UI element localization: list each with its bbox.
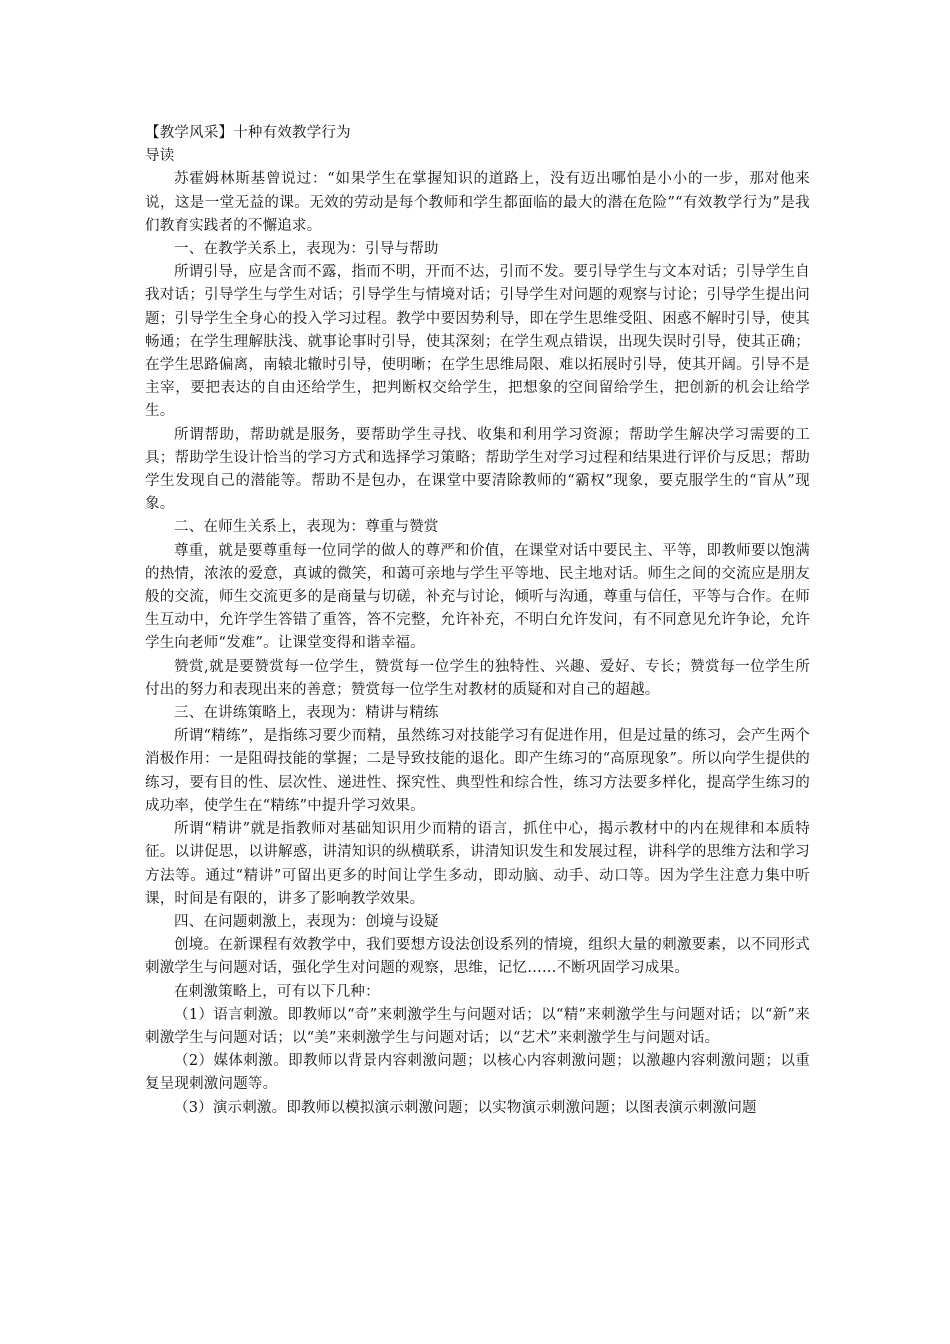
- section-heading-3: 三、在讲练策略上，表现为：精讲与精练: [174, 705, 439, 722]
- section-heading-1: 一、在教学关系上，表现为：引导与帮助: [174, 241, 439, 258]
- paragraph-context: 创境。在新课程有效教学中，我们要想方设法创设系列的情境，组织大量的刺激要素，以不同形式刺激学生与问题对话，强化学生对问题的观察，思维，记忆……不断巩固学习成果。: [145, 937, 810, 977]
- paragraph-practice: 所谓“精练”，是指练习要少而精，虽然练习对技能学习有促进作用，但是过量的练习，会产生两个消极作用：一是阻碍技能的掌握；二是导致技能的退化。即产生练习的“高原现象”。所以向学生提供的练习，要有目的性、层次性、递进性、探究性、典型性和综合性，练习方法要多样化，提高学生练习的成功率，使学生在“精练”中提升学习效果。: [145, 728, 810, 814]
- document-body: [145, 122, 810, 1120]
- section-heading-4: 四、在问题刺激上，表现为：创境与设疑: [174, 913, 439, 930]
- paragraph-guidance: 所谓引导，应是含而不露，指而不明，开而不达，引而不发。要引导学生与文本对话；引导学生自我对话；引导学生与学生对话；引导学生与情境对话；引导学生对问题的观察与讨论；引导学生提出问题；引导学生全身心的投入学习过程。教学中要因势利导，即在学生思维受阻、困惑不解时引导，使其畅通；在学生理解肤浅、就事论事时引导，使其深刻；在学生观点错误，出现失误时引导，使其正确；在学生思路偏离，南辕北辙时引导，使明晰；在学生思维局限、难以拓展时引导，使其开阔。引导不是主宰，要把表达的自由还给学生，把判断权交给学生，把想象的空间留给学生，把创新的机会让给学生。: [145, 264, 810, 420]
- list-item-demonstration: （3）演示刺激。即教师以模拟演示刺激问题；以实物演示刺激问题；以图表演示刺激问题: [174, 1099, 757, 1116]
- list-item-language: （1）语言刺激。即教师以“奇”来刺激学生与问题对话；以“精”来刺激学生与问题对话；以“新”来刺激学生与问题对话；以“美”来刺激学生与问题对话；以“艺术”来刺激学生与问题对话。: [145, 1006, 810, 1046]
- intro-paragraph: 苏霍姆林斯基曾说过：“如果学生在掌握知识的道路上，没有迈出哪怕是小小的一步，那对他来说，这是一堂无益的课。无效的劳动是每个教师和学生都面临的最大的潜在危险”“有效教学行为”是我们教育实践者的不懈追求。: [145, 171, 810, 234]
- section-heading-2: 二、在师生关系上，表现为：尊重与赞赏: [174, 519, 439, 536]
- paragraph-help: 所谓帮助，帮助就是服务，要帮助学生寻找、收集和利用学习资源；帮助学生解决学习需要的工具；帮助学生设计恰当的学习方式和选择学习策略；帮助学生对学习过程和结果进行评价与反思；帮助学生发现自己的潜能等。帮助不是包办，在课堂中要清除教师的“霸权”现象，要克服学生的“盲从”现象。: [145, 426, 810, 513]
- document-subtitle: 导读: [145, 148, 175, 165]
- list-item-media: （2）媒体刺激。即教师以背景内容刺激问题；以核心内容刺激问题；以激趣内容刺激问题；以重复呈现刺激问题等。: [145, 1053, 810, 1093]
- paragraph-lecture: 所谓“精讲”就是指教师对基础知识用少而精的语言，抓住中心，揭示教材中的内在规律和本质特征。以讲促思，以讲解惑，讲清知识的纵横联系，讲清知识发生和发展过程，讲科学的思维方法和学习方法等。通过“精讲”可留出更多的时间让学生多动，即动脑、动手、动口等。因为学生注意力集中听课，时间是有限的，讲多了影响教学效果。: [145, 821, 810, 907]
- document-title: 【教学风采】十种有效教学行为: [145, 125, 351, 141]
- paragraph-respect: 尊重，就是要尊重每一位同学的做人的尊严和价值，在课堂对话中要民主、平等，即教师要以饱满的热情，浓浓的爱意，真诚的微笑，和蔼可亲地与学生平等地、民主地对话。师生之间的交流应是朋友般的交流，师生交流更多的是商量与切磋，补充与讨论，倾听与沟通，尊重与信任，平等与合作。在师生互动中，允许学生答错了重答，答不完整，允许补充，不明白允许发问，有不同意见允许争论，允许学生向老师“发难”。让课堂变得和谐幸福。: [145, 542, 810, 652]
- paragraph-appreciation: 赞赏,就是要赞赏每一位学生，赞赏每一位学生的独特性、兴趣、爱好、专长；赞赏每一位学生所付出的努力和表现出来的善意；赞赏每一位学生对教材的质疑和对自己的超越。: [145, 658, 810, 698]
- paragraph-strategies-intro: 在刺激策略上，可有以下几种：: [174, 983, 380, 1000]
